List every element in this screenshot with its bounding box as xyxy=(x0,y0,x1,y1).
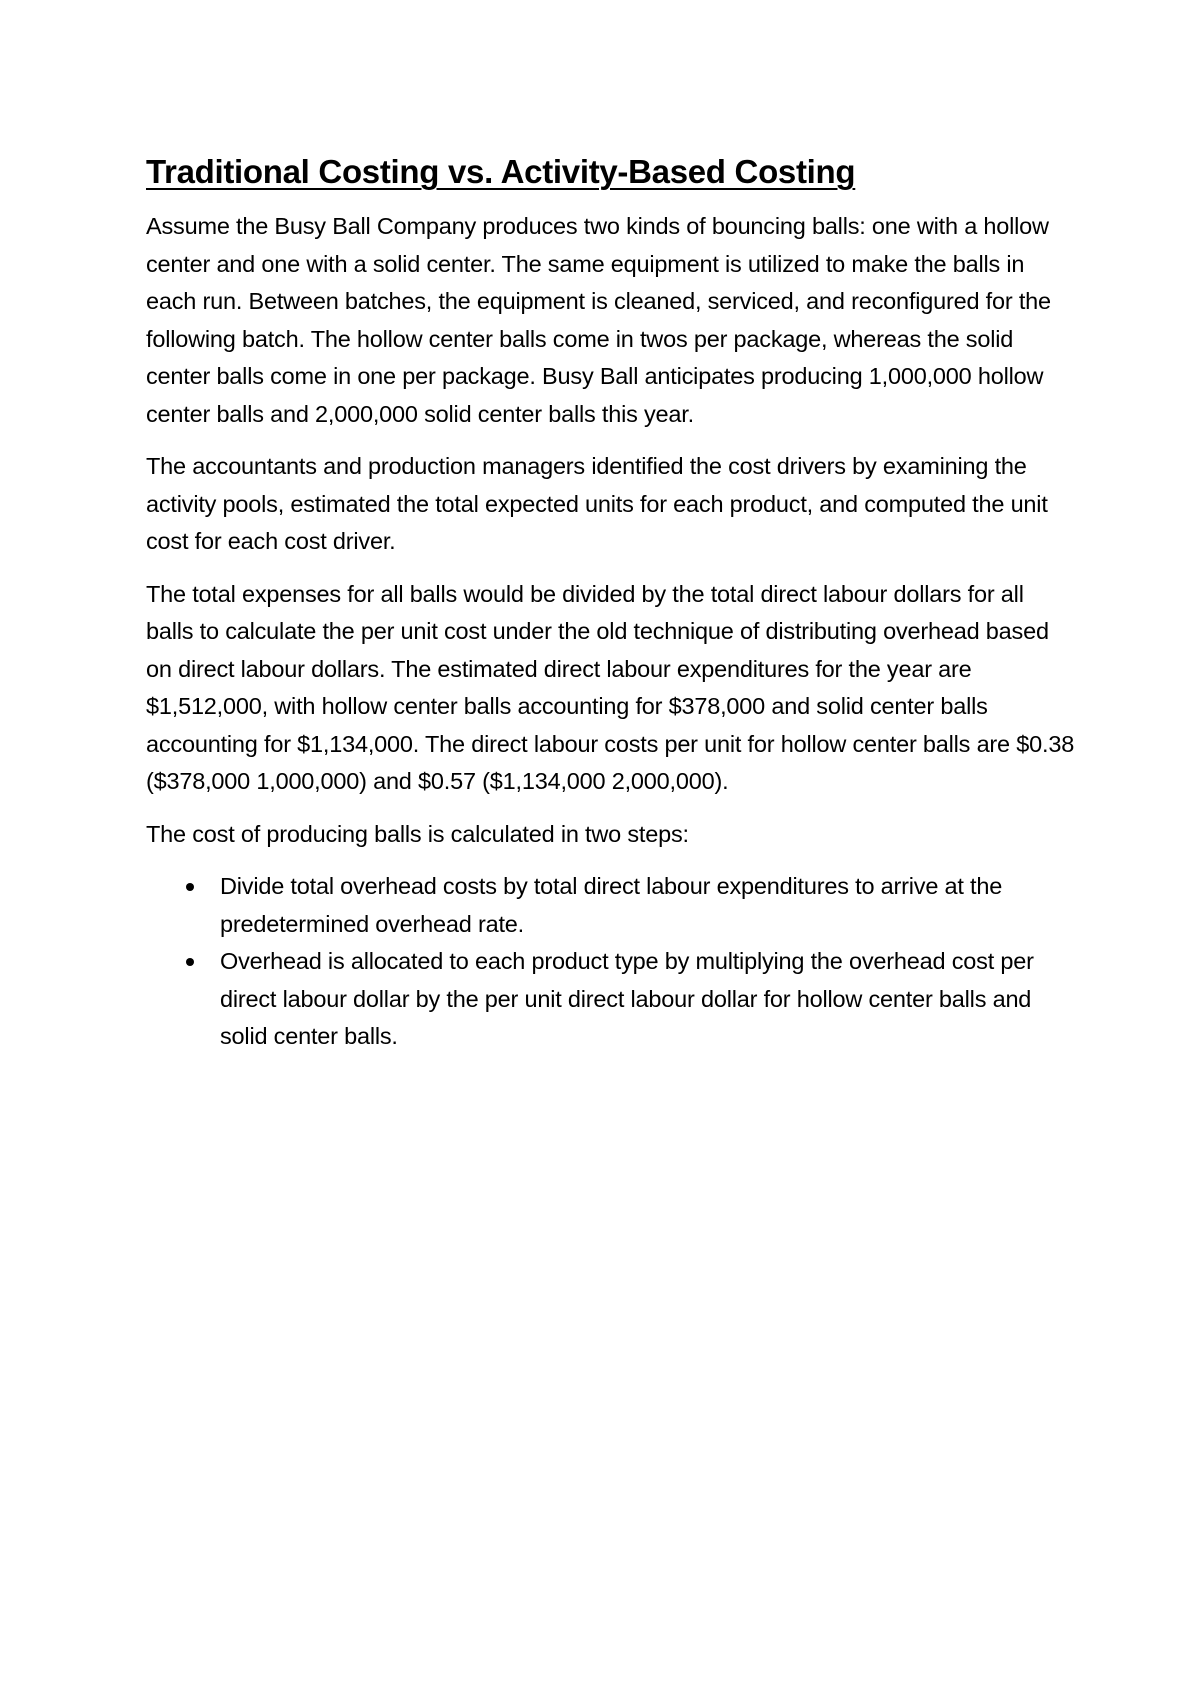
document-title: Traditional Costing vs. Activity-Based Costing xyxy=(146,153,856,190)
list-item xyxy=(146,868,1076,943)
list-item-text: Overhead is allocated to each product type by multiplying the overhead cost per direct labour dollar by the per unit direct labour dollar for hollow center balls and solid center balls. xyxy=(220,948,1034,1049)
paragraph-cost-drivers: The accountants and production managers identified the cost drivers by examining the activity pools, estimated the total expected units for each product, and computed the unit cost for each cost driver. xyxy=(146,453,1048,554)
bullet-icon xyxy=(186,958,194,966)
bullet-icon xyxy=(186,883,194,891)
paragraph-traditional-method: The total expenses for all balls would be divided by the total direct labour dollars for all balls to calculate the per unit cost under the old technique of distributing overhead based on direct labour dollars. The estimated direct labour expenditures for the year are $1,512,000, with hollow center balls accounting for $378,000 and solid center balls accounting for $1,134,000. The direct labour costs per unit for hollow center balls are $0.38 ($378,000 1,000,000) and $0.57 ($1,134,000 2,000,000). xyxy=(146,580,1075,794)
list-item-text: Divide total overhead costs by total direct labour expenditures to arrive at the predetermined overhead rate. xyxy=(220,873,1003,937)
steps-list xyxy=(146,868,1076,1056)
paragraph-steps-intro: The cost of producing balls is calculated in two steps: xyxy=(146,820,689,847)
list-item xyxy=(146,943,1076,1056)
paragraph-intro: Assume the Busy Ball Company produces two kinds of bouncing balls: one with a hollow center and one with a solid center. The same equipment is utilized to make the balls in each run. Between batches, the equipment is cleaned, serviced, and reconfigured for the following batch. The hollow center balls come in twos per package, whereas the solid center balls come in one per package. Busy Ball anticipates producing 1,000,000 hollow center balls and 2,000,000 solid center balls this year. xyxy=(146,213,1051,427)
document-body xyxy=(146,150,1076,1056)
